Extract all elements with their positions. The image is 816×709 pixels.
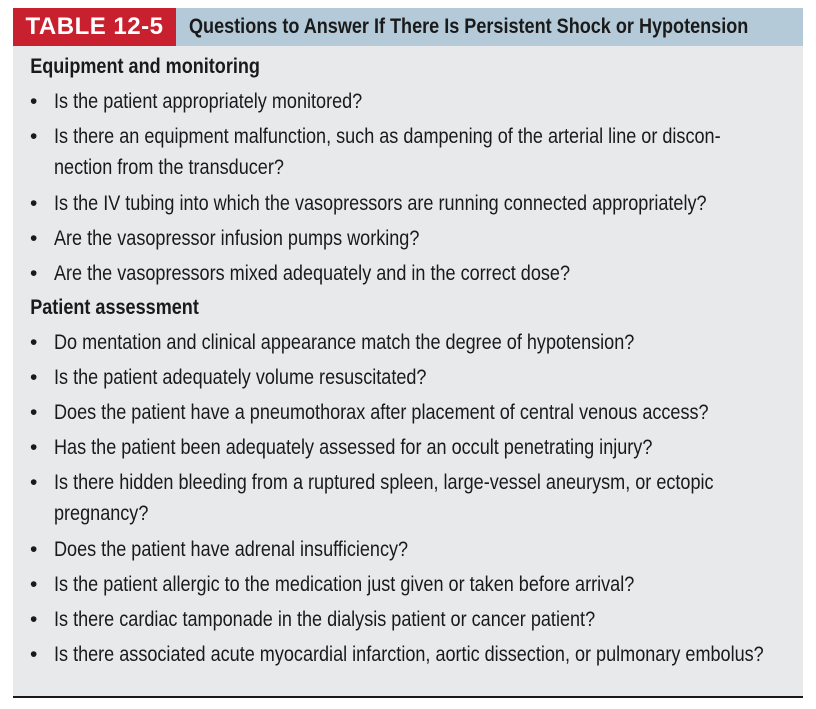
patient-assessment-list bbox=[13, 325, 803, 672]
bullet-icon: • bbox=[30, 436, 38, 459]
list-item: • Are the vasopressors mixed adequately and in the correct dose? bbox=[13, 256, 803, 291]
list-item: • Is there an equipment malfunction, such as dampening of the arterial line or discon- nection from the transducer? bbox=[13, 119, 803, 186]
bullet-icon: • bbox=[30, 538, 38, 561]
bullet-icon: • bbox=[30, 262, 38, 285]
table-header bbox=[13, 8, 803, 46]
bullet-icon: • bbox=[30, 227, 38, 250]
list-item: • Does the patient have adrenal insufficiency? bbox=[13, 532, 803, 567]
bullet-icon: • bbox=[30, 608, 38, 631]
section-heading-patient-assessment: Patient assessment bbox=[30, 296, 199, 319]
table-content bbox=[13, 50, 803, 672]
bullet-icon: • bbox=[30, 471, 38, 494]
bullet-icon: • bbox=[30, 331, 38, 354]
equipment-list bbox=[13, 84, 803, 291]
bullet-icon: • bbox=[30, 90, 38, 113]
list-item: • Is there cardiac tamponade in the dialysis patient or cancer patient? bbox=[13, 602, 803, 637]
list-item: • Is there associated acute myocardial infarction, aortic dissection, or pulmonary embolus? bbox=[13, 637, 803, 672]
bullet-icon: • bbox=[30, 192, 38, 215]
list-item: • Do mentation and clinical appearance match the degree of hypotension? bbox=[13, 325, 803, 360]
bullet-icon: • bbox=[30, 366, 38, 389]
table-label: TABLE 12-5 bbox=[13, 8, 176, 46]
table-title: Questions to Answer If There Is Persistent Shock or Hypotension bbox=[189, 15, 749, 38]
table-box bbox=[13, 8, 803, 698]
list-item: • Are the vasopressor infusion pumps working? bbox=[13, 221, 803, 256]
bullet-icon: • bbox=[30, 643, 38, 666]
bullet-icon: • bbox=[30, 125, 38, 148]
list-item: • Has the patient been adequately assessed for an occult penetrating injury? bbox=[13, 430, 803, 465]
section-heading-equipment: Equipment and monitoring bbox=[30, 55, 260, 78]
list-item: • Is there hidden bleeding from a ruptured spleen, large-vessel aneurysm, or ectopic pregnancy? bbox=[13, 465, 803, 532]
bullet-icon: • bbox=[30, 573, 38, 596]
list-item: • Is the patient allergic to the medication just given or taken before arrival? bbox=[13, 567, 803, 602]
list-item: • Is the patient adequately volume resuscitated? bbox=[13, 360, 803, 395]
list-item: • Does the patient have a pneumothorax after placement of central venous access? bbox=[13, 395, 803, 430]
bullet-icon: • bbox=[30, 401, 38, 424]
list-item: • Is the IV tubing into which the vasopressors are running connected appropriately? bbox=[13, 186, 803, 221]
list-item: • Is the patient appropriately monitored? bbox=[13, 84, 803, 119]
